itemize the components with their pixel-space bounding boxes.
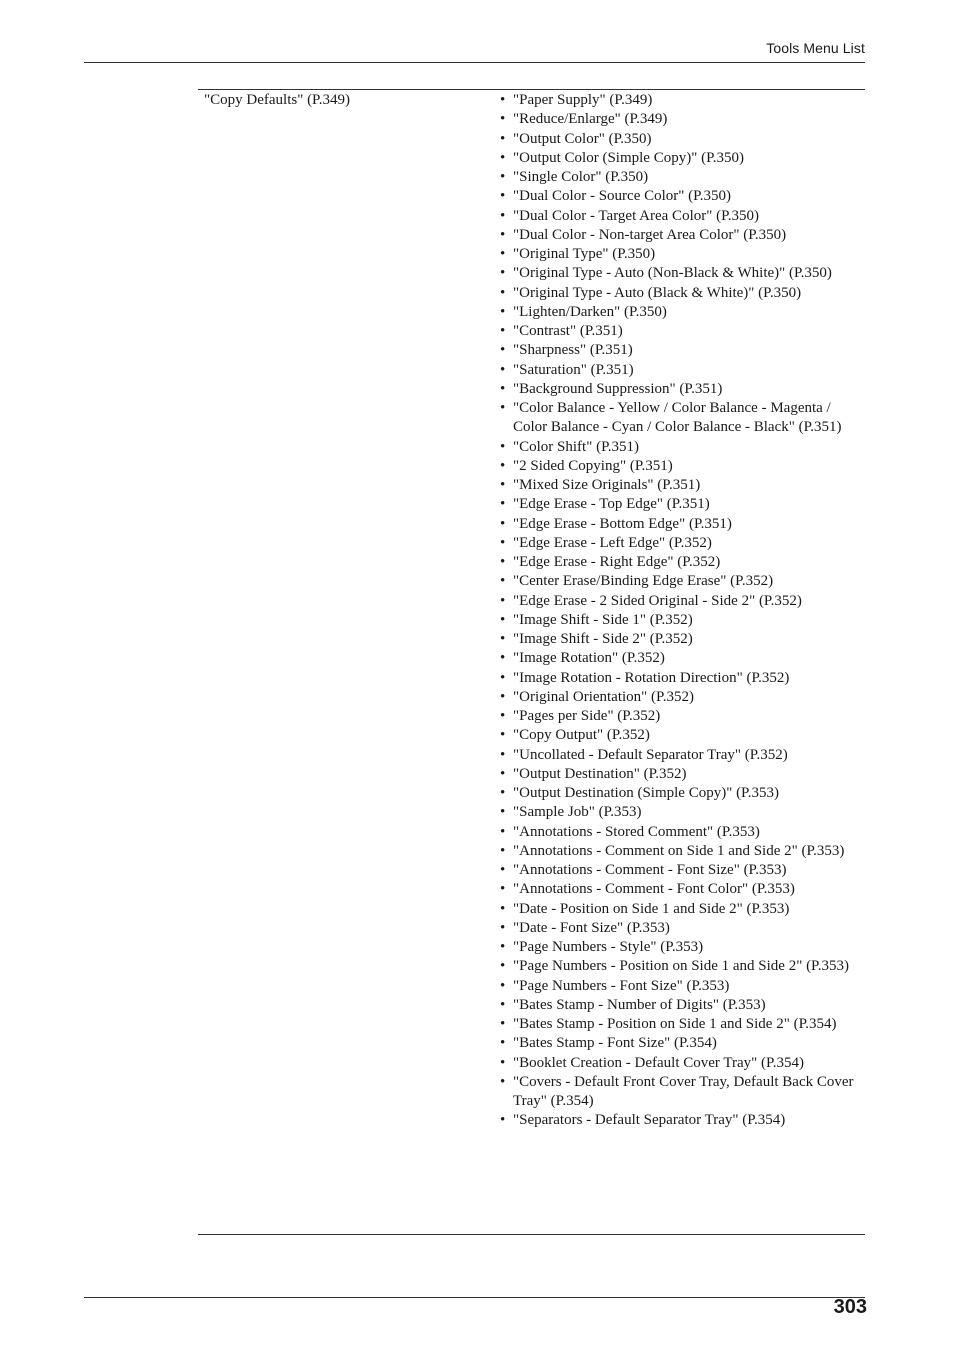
list-item[interactable]: • "Output Destination" (P.352) bbox=[499, 765, 861, 784]
list-item[interactable]: • "Original Type" (P.350) bbox=[499, 245, 861, 264]
list-item[interactable]: • "Sample Job" (P.353) bbox=[499, 803, 861, 822]
list-item[interactable]: • "Page Numbers - Style" (P.353) bbox=[499, 938, 861, 957]
list-item[interactable]: • "Paper Supply" (P.349) bbox=[499, 91, 861, 110]
list-item[interactable]: • "Annotations - Comment on Side 1 and Side 2" (P.353) bbox=[499, 842, 861, 861]
list-item[interactable]: • "Bates Stamp - Position on Side 1 and Side 2" (P.354) bbox=[499, 1015, 861, 1034]
list-item[interactable]: • "Pages per Side" (P.352) bbox=[499, 707, 861, 726]
table-row-label[interactable]: "Copy Defaults" (P.349) bbox=[204, 92, 350, 108]
list-item[interactable]: • "Saturation" (P.351) bbox=[499, 361, 861, 380]
list-item[interactable]: • "Image Shift - Side 1" (P.352) bbox=[499, 611, 861, 630]
list-item[interactable]: • "Edge Erase - Top Edge" (P.351) bbox=[499, 495, 861, 514]
list-item[interactable]: • "Annotations - Stored Comment" (P.353) bbox=[499, 823, 861, 842]
list-item[interactable]: • "Output Destination (Simple Copy)" (P.353) bbox=[499, 784, 861, 803]
list-item[interactable]: • "Color Shift" (P.351) bbox=[499, 438, 861, 457]
list-item[interactable]: • "Original Type - Auto (Non-Black & White)" (P.350) bbox=[499, 264, 861, 283]
list-item[interactable]: • "Reduce/Enlarge" (P.349) bbox=[499, 110, 861, 129]
list-item[interactable]: • "Page Numbers - Font Size" (P.353) bbox=[499, 977, 861, 996]
list-item[interactable]: • "Image Shift - Side 2" (P.352) bbox=[499, 630, 861, 649]
list-item[interactable]: • "Annotations - Comment - Font Size" (P.353) bbox=[499, 861, 861, 880]
list-item[interactable]: • "Image Rotation" (P.352) bbox=[499, 649, 861, 668]
list-item[interactable]: • "Edge Erase - Right Edge" (P.352) bbox=[499, 553, 861, 572]
list-item[interactable]: • "Uncollated - Default Separator Tray" (P.352) bbox=[499, 746, 861, 765]
list-item[interactable]: • "Date - Position on Side 1 and Side 2" (P.353) bbox=[499, 900, 861, 919]
list-item[interactable]: • "Dual Color - Non-target Area Color" (P.350) bbox=[499, 226, 861, 245]
list-item[interactable]: • "Original Type - Auto (Black & White)" (P.350) bbox=[499, 284, 861, 303]
page-header-title: Tools Menu List bbox=[766, 40, 865, 56]
list-item[interactable]: • "Page Numbers - Position on Side 1 and Side 2" (P.353) bbox=[499, 957, 861, 976]
list-item[interactable]: • "Copy Output" (P.352) bbox=[499, 726, 861, 745]
list-item[interactable]: • "Image Rotation - Rotation Direction" (P.352) bbox=[499, 669, 861, 688]
list-item[interactable]: • "Single Color" (P.350) bbox=[499, 168, 861, 187]
list-item[interactable]: • "Output Color (Simple Copy)" (P.350) bbox=[499, 149, 861, 168]
list-item[interactable]: • "Mixed Size Originals" (P.351) bbox=[499, 476, 861, 495]
table-top-rule bbox=[198, 89, 865, 90]
list-item[interactable]: • "Edge Erase - 2 Sided Original - Side 2" (P.352) bbox=[499, 592, 861, 611]
list-item[interactable]: • "Color Balance - Yellow / Color Balance - Magenta / Color Balance - Cyan / Color Balance - Black" (P.351) bbox=[499, 399, 861, 438]
list-item[interactable]: • "Bates Stamp - Number of Digits" (P.353) bbox=[499, 996, 861, 1015]
list-item[interactable]: • "Booklet Creation - Default Cover Tray" (P.354) bbox=[499, 1054, 861, 1073]
list-item[interactable]: • "Lighten/Darken" (P.350) bbox=[499, 303, 861, 322]
list-item[interactable]: • "Dual Color - Target Area Color" (P.350) bbox=[499, 207, 861, 226]
list-item[interactable]: • "Annotations - Comment - Font Color" (P.353) bbox=[499, 880, 861, 899]
list-item[interactable]: • "Output Color" (P.350) bbox=[499, 130, 861, 149]
list-item[interactable]: • "Original Orientation" (P.352) bbox=[499, 688, 861, 707]
header-rule bbox=[84, 62, 865, 63]
list-item[interactable]: • "Bates Stamp - Font Size" (P.354) bbox=[499, 1034, 861, 1053]
footer-rule bbox=[84, 1297, 865, 1298]
list-item[interactable]: • "Sharpness" (P.351) bbox=[499, 341, 861, 360]
list-item[interactable]: • "Edge Erase - Left Edge" (P.352) bbox=[499, 534, 861, 553]
list-item[interactable]: • "Background Suppression" (P.351) bbox=[499, 380, 861, 399]
list-item[interactable]: • "Dual Color - Source Color" (P.350) bbox=[499, 187, 861, 206]
list-item[interactable]: • "Edge Erase - Bottom Edge" (P.351) bbox=[499, 515, 861, 534]
list-item[interactable]: • "Contrast" (P.351) bbox=[499, 322, 861, 341]
list-item[interactable]: • "Center Erase/Binding Edge Erase" (P.352) bbox=[499, 572, 861, 591]
page-number: 303 bbox=[833, 1296, 867, 1318]
table-bottom-rule bbox=[198, 1234, 865, 1235]
copy-defaults-item-list bbox=[499, 91, 861, 1131]
list-item[interactable]: • "2 Sided Copying" (P.351) bbox=[499, 457, 861, 476]
list-item[interactable]: • "Separators - Default Separator Tray" (P.354) bbox=[499, 1111, 861, 1130]
list-item[interactable]: • "Covers - Default Front Cover Tray, Default Back Cover Tray" (P.354) bbox=[499, 1073, 861, 1112]
list-item[interactable]: • "Date - Font Size" (P.353) bbox=[499, 919, 861, 938]
